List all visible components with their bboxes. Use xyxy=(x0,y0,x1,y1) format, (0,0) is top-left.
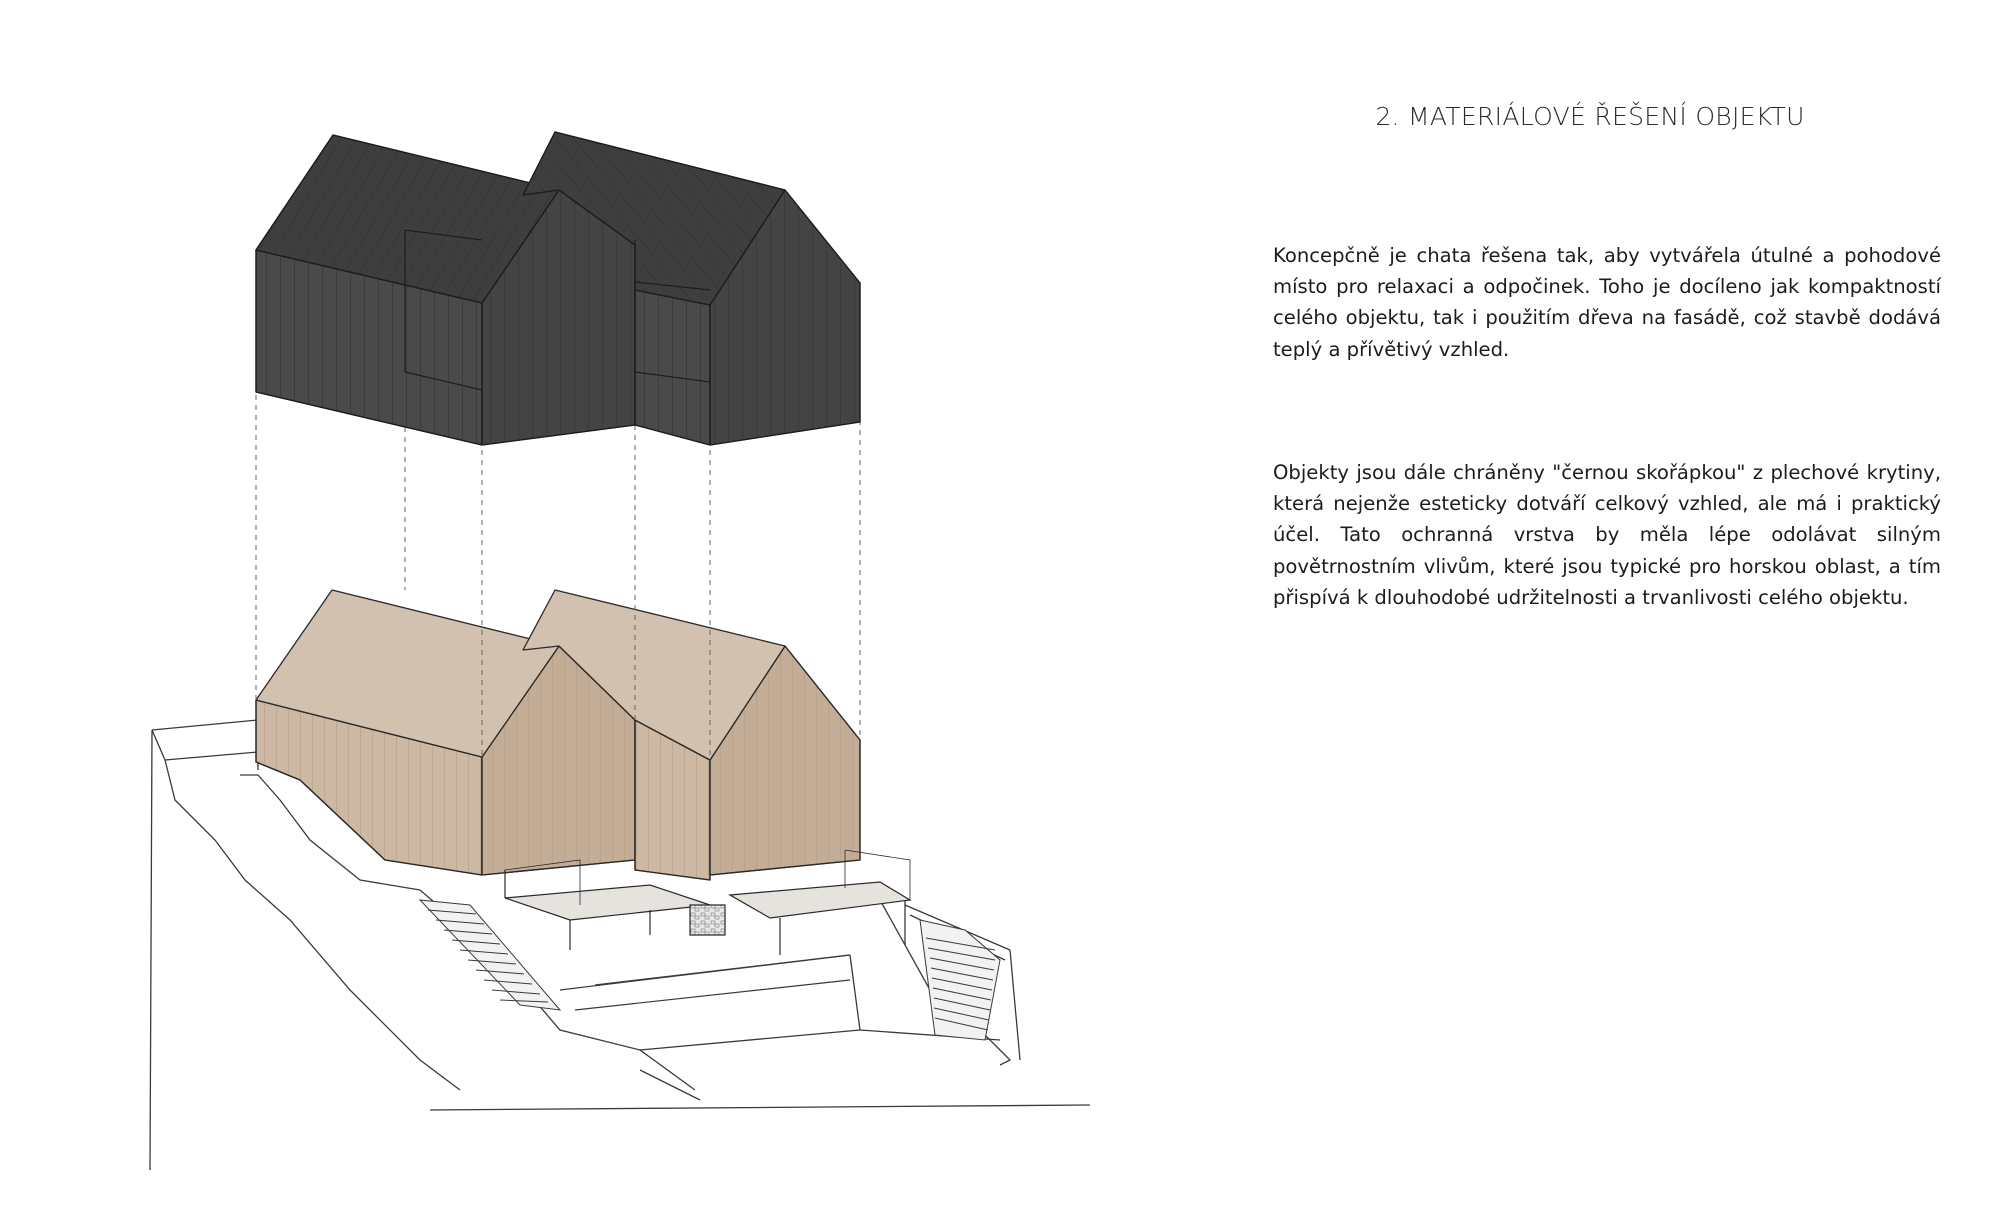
metal-shells xyxy=(256,132,860,445)
stairs-right xyxy=(920,920,1000,1040)
lower-pit xyxy=(560,955,850,1010)
paragraph-metal-shell: Objekty jsou dále chráněny "černou skořápkou" z plechové krytiny, která nejenže esteticky dotváří celkový vzhled, ale má i praktický účel. Tato ochranná vrstva by měla lépe odolávat silným povětrnostním vlivům, které jsou typické pro horskou oblast, a tím přispívá k dlouhodobé udržitelnosti a trvanlivosti celého objektu. xyxy=(1273,461,1941,609)
section-heading: 2. MATERIÁLOVÉ ŘEŠENÍ OBJEKTU xyxy=(1375,102,1805,131)
stairs-left xyxy=(420,900,560,1010)
timber-houses xyxy=(256,590,860,880)
paragraph-concept: Koncepčně je chata řešena tak, aby vytvářela útulné a pohodové místo pro relaxaci a odpočinek. Toho je docíleno jak kompaktností celého objektu, tak i použitím dřeva na fasádě, což stavbě dodává teplý a přívětivý vzhled. xyxy=(1273,244,1941,361)
